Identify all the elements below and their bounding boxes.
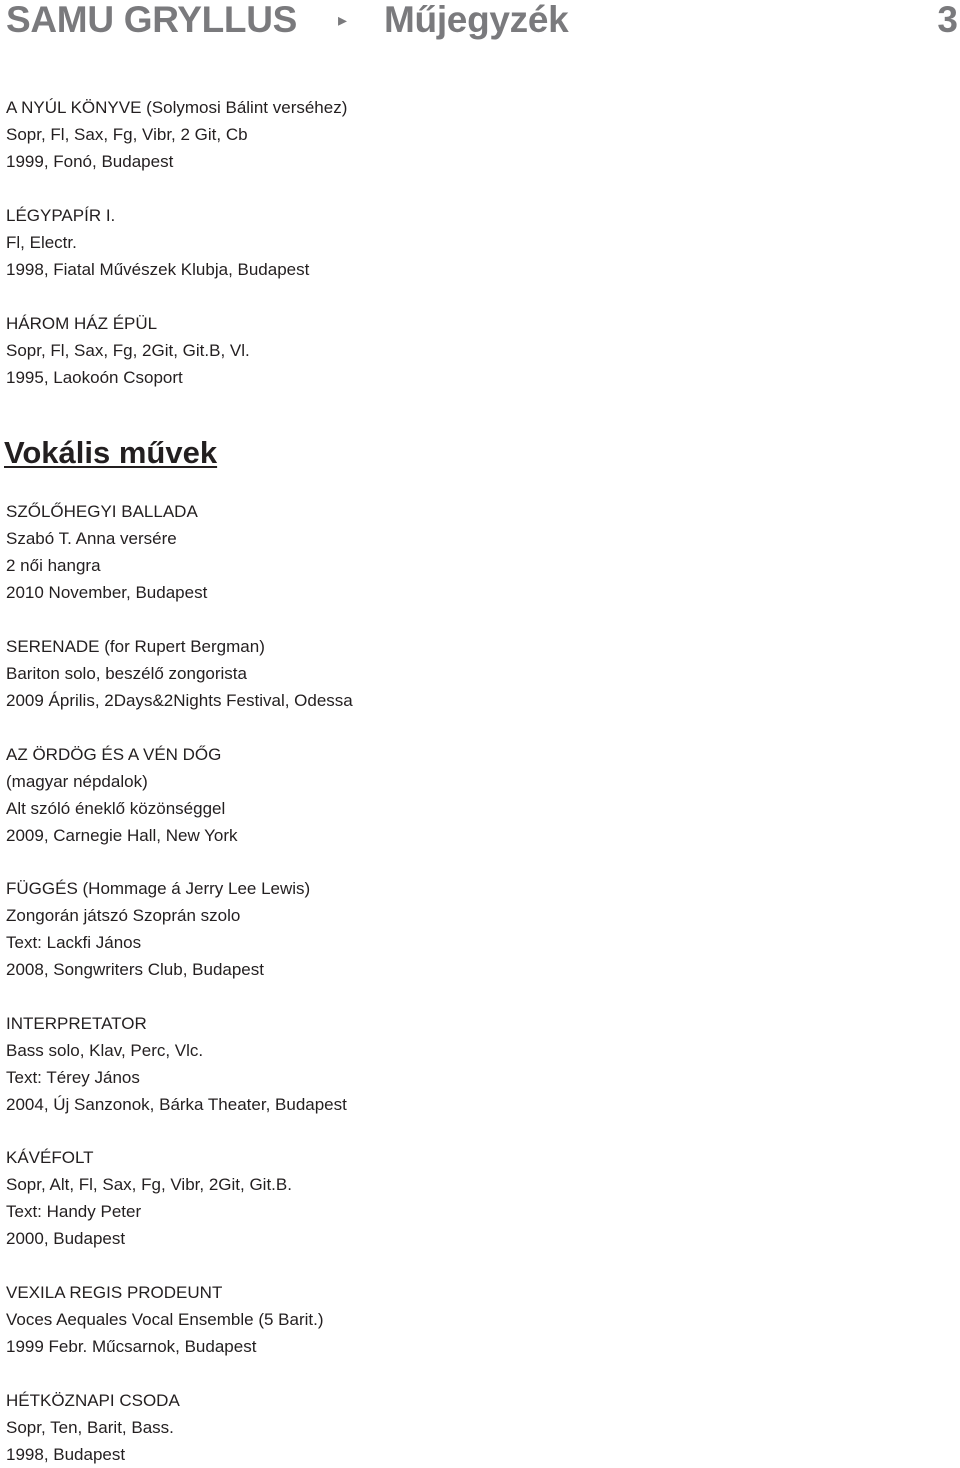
page-number: 3 [937,0,958,40]
work-entry [6,633,906,714]
work-detail: 1995, Laokoón Csoport [6,368,183,387]
work-entry [6,1010,906,1118]
work-detail: 2009, Carnegie Hall, New York [6,826,238,845]
page-header [6,0,958,40]
work-title: HÉTKÖZNAPI CSODA [6,1391,180,1410]
work-detail: Sopr, Fl, Sax, Fg, Vibr, 2 Git, Cb [6,125,248,144]
work-detail: 2010 November, Budapest [6,583,208,602]
work-title: SERENADE (for Rupert Bergman) [6,637,265,656]
composer-name: SAMU GRYLLUS [6,0,298,40]
work-title: INTERPRETATOR [6,1014,147,1033]
work-detail: 1998, Fiatal Művészek Klubja, Budapest [6,260,310,279]
work-detail: Bass solo, Klav, Perc, Vlc. [6,1041,204,1060]
work-detail: (magyar népdalok) [6,772,148,791]
work-entry [6,1387,906,1468]
work-detail: Text: Térey János [6,1068,140,1087]
work-entry [6,875,906,983]
work-entry [6,310,906,391]
work-title: AZ ÖRDÖG ÉS A VÉN DŐG [6,745,222,764]
work-detail: Bariton solo, beszélő zongorista [6,664,247,683]
work-title: SZŐLŐHEGYI BALLADA [6,502,198,521]
work-title: A NYÚL KÖNYVE (Solymosi Bálint verséhez) [6,98,348,117]
work-detail: Szabó T. Anna versére [6,529,177,548]
work-detail: 2008, Songwriters Club, Budapest [6,960,264,979]
work-title: HÁROM HÁZ ÉPÜL [6,314,158,333]
work-entry [6,1144,906,1252]
work-detail: Zongorán játszó Szoprán szolo [6,906,241,925]
work-entry [6,741,906,849]
work-entry [6,94,906,175]
work-title: KÁVÉFOLT [6,1148,94,1167]
work-detail: 2009 Április, 2Days&2Nights Festival, Odessa [6,691,353,710]
work-detail: 1999, Fonó, Budapest [6,152,174,171]
work-detail: Sopr, Fl, Sax, Fg, 2Git, Git.B, Vl. [6,341,250,360]
work-detail: 2 női hangra [6,556,101,575]
work-detail: 1999 Febr. Műcsarnok, Budapest [6,1337,257,1356]
section-heading-vocal-works: Vokális művek [4,435,218,470]
work-detail: 2004, Új Sanzonok, Bárka Theater, Budapest [6,1095,347,1114]
work-detail: Alt szóló éneklő közönséggel [6,799,226,818]
work-detail: Voces Aequales Vocal Ensemble (5 Barit.) [6,1310,324,1329]
work-detail: 1998, Budapest [6,1445,126,1464]
work-entry [6,498,906,606]
work-detail: Sopr, Alt, Fl, Sax, Fg, Vibr, 2Git, Git.B. [6,1175,292,1194]
work-entry [6,1279,906,1360]
work-detail: 2000, Budapest [6,1229,126,1248]
page-title: Műjegyzék [384,0,569,40]
work-entry [6,202,906,283]
work-detail: Fl, Electr. [6,233,77,252]
work-detail: Text: Handy Peter [6,1202,142,1221]
work-detail: Sopr, Ten, Barit, Bass. [6,1418,174,1437]
work-title: VEXILA REGIS PRODEUNT [6,1283,223,1302]
work-title: FÜGGÉS (Hommage á Jerry Lee Lewis) [6,879,311,898]
triangle-arrow-icon: ▸ [338,10,348,30]
work-title: LÉGYPAPÍR I. [6,206,116,225]
work-detail: Text: Lackfi János [6,933,142,952]
